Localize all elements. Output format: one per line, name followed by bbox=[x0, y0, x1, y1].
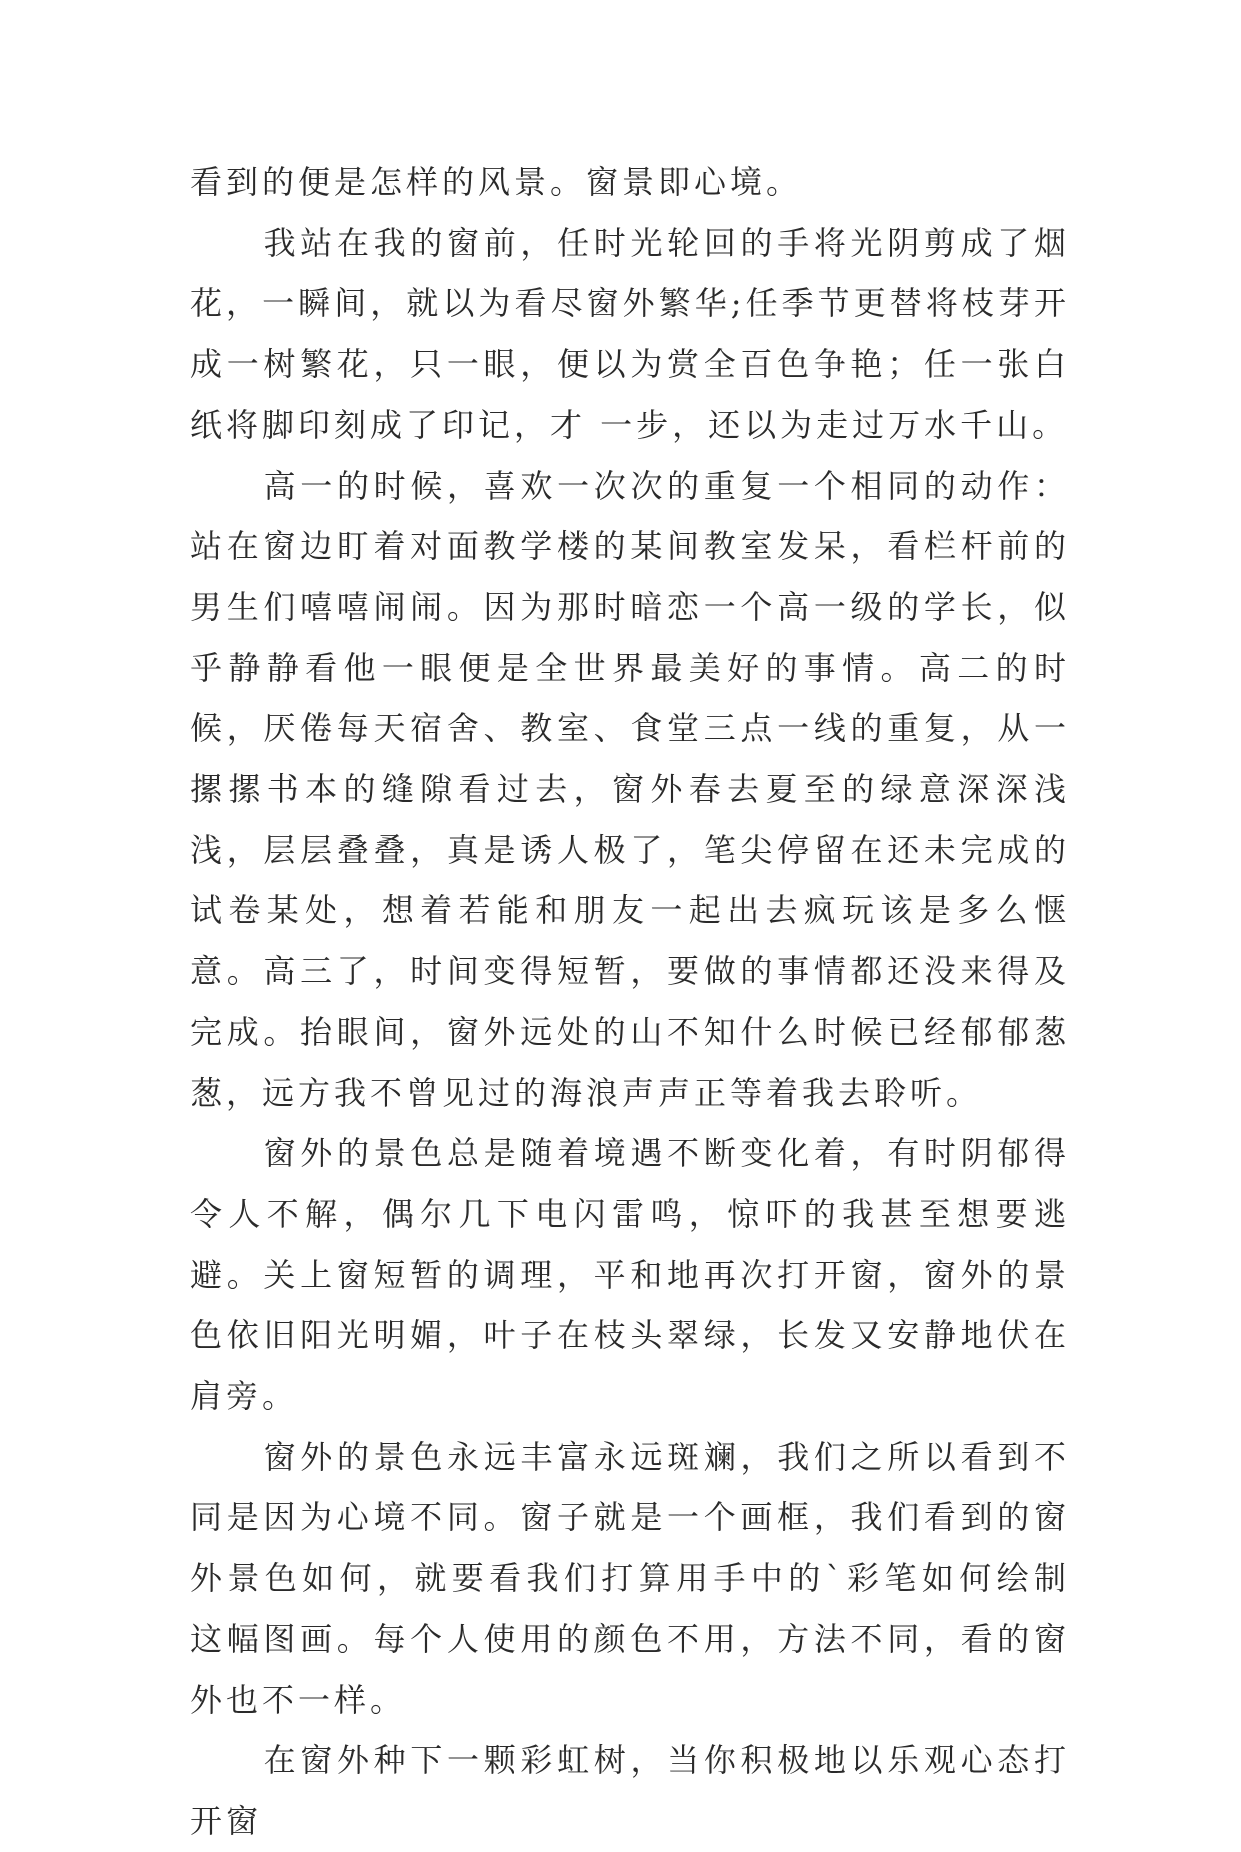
paragraph-continuation: 看到的便是怎样的风景。窗景即心境。 bbox=[190, 163, 803, 201]
paragraph-rainbow-tree: 在窗外种下一颗彩虹树，当你积极地以乐观心态打开窗 bbox=[190, 1741, 1070, 1840]
article-body bbox=[190, 152, 1070, 1852]
paragraph-window-time: 我站在我的窗前，任时光轮回的手将光阴剪成了烟花，一瞬间，就以为看尽窗外繁华;任季节更替将枝芽开成一树繁花，只一眼，便以为赏全百色争艳；任一张白纸将脚印刻成了印记，才 一步，还以为走过万水千山。 bbox=[190, 223, 1070, 444]
paragraph-high-school: 高一的时候，喜欢一次次的重复一个相同的动作：站在窗边盯着对面教学楼的某间教室发呆，看栏杆前的男生们嘻嘻闹闹。因为那时暗恋一个高一级的学长，似乎静静看他一眼便是全世界最美好的事情。高二的时候，厌倦每天宿舍、教室、食堂三点一线的重复，从一摞摞书本的缝隙看过去，窗外春去夏至的绿意深深浅浅，层层叠叠，真是诱人极了，笔尖停留在还未完成的试卷某处，想着若能和朋友一起出去疯玩该是多么惬意。高三了，时间变得短暂，要做的事情都还没来得及完成。抬眼间，窗外远处的山不知什么时候已经郁郁葱葱，远方我不曾见过的海浪声声正等着我去聆听。 bbox=[190, 466, 1070, 1112]
paragraph-changing-scenery: 窗外的景色总是随着境遇不断变化着，有时阴郁得令人不解，偶尔几下电闪雷鸣，惊吓的我甚至想要逃避。关上窗短暂的调理，平和地再次打开窗，窗外的景色依旧阳光明媚，叶子在枝头翠绿，长发又安静地伏在肩旁。 bbox=[190, 1134, 1070, 1416]
paragraph-state-of-mind: 窗外的景色永远丰富永远斑斓，我们之所以看到不同是因为心境不同。窗子就是一个画框，我们看到的窗外景色如何，就要看我们打算用手中的`彩笔如何绘制这幅图画。每个人使用的颜色不用，方法不同，看的窗外也不一样。 bbox=[190, 1437, 1070, 1719]
